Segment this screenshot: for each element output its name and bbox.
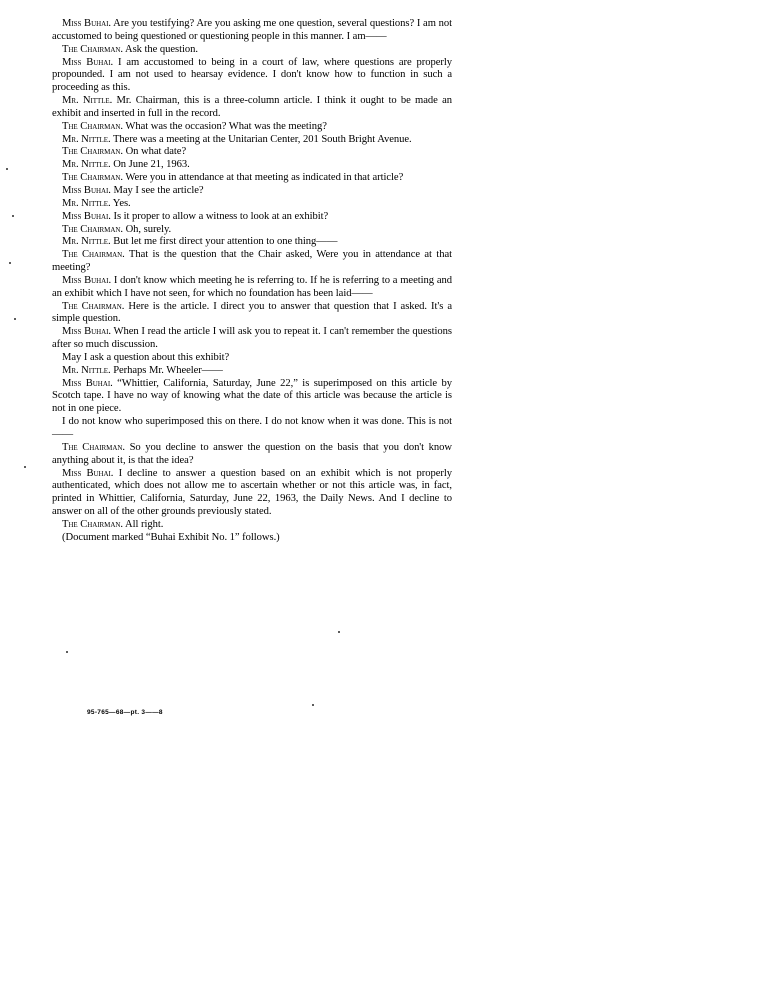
transcript-paragraph xyxy=(52,352,452,365)
speaker-name: Miss Buhai. xyxy=(62,56,114,68)
paragraph-text: Here is the article. I direct you to answer that question that I asked. It's a simple question. xyxy=(52,300,452,325)
paragraph-text: I don't know which meeting he is referring to. If he is referring to a meeting and an exhibit which I have not seen, for which no foundation has been laid—— xyxy=(52,274,452,299)
paragraph-text: Ask the question. xyxy=(124,43,198,55)
scan-speck xyxy=(12,215,14,217)
paragraph-text: But let me first direct your attention to one thing—— xyxy=(113,236,338,248)
paragraph-text: I do not know who superimposed this on there. I do not know when it was done. This is not—— xyxy=(52,416,452,440)
transcript-paragraph xyxy=(52,236,452,249)
transcript-paragraph xyxy=(52,532,452,545)
print-footer: 95-765—68—pt. 3——8 xyxy=(87,709,163,716)
speaker-name: The Chairman. xyxy=(62,300,125,312)
speaker-name: The Chairman. xyxy=(62,120,123,132)
transcript-paragraph xyxy=(52,378,452,417)
transcript-paragraph xyxy=(52,95,452,121)
speaker-name: Miss Buhai. xyxy=(62,210,111,222)
paragraph-text: Oh, surely. xyxy=(125,223,172,235)
paragraph-text: May I see the article? xyxy=(113,184,204,196)
scan-speck xyxy=(9,262,11,264)
scan-speck xyxy=(338,631,340,633)
transcript-paragraph xyxy=(52,146,452,159)
paragraph-text: Yes. xyxy=(112,197,131,209)
transcript-paragraph xyxy=(52,121,452,134)
transcript-paragraph xyxy=(52,134,452,147)
transcript-paragraph xyxy=(52,159,452,172)
scan-speck xyxy=(66,651,68,653)
speaker-name: The Chairman. xyxy=(62,146,123,158)
speaker-name: Miss Buhai. xyxy=(62,184,111,196)
paragraph-text: What was the occasion? What was the meeting? xyxy=(125,120,327,132)
paragraph-text: There was a meeting at the Unitarian Center, 201 South Bright Avenue. xyxy=(113,133,412,145)
speaker-name: Mr. Nittle. xyxy=(62,197,111,209)
transcript-paragraph xyxy=(52,44,452,57)
scan-speck xyxy=(14,318,16,320)
scan-speck xyxy=(24,466,26,468)
transcript-paragraph xyxy=(52,442,452,468)
transcript-paragraph xyxy=(52,365,452,378)
transcript-paragraph xyxy=(52,18,452,44)
transcript-body xyxy=(52,18,452,545)
transcript-paragraph xyxy=(52,519,452,532)
speaker-name: The Chairman. xyxy=(62,441,125,453)
paragraph-text: Are you testifying? Are you asking me one question, several questions? I am not accustomed to being questioned or questioning people in this manner. I am—— xyxy=(52,18,452,42)
transcript-paragraph xyxy=(52,249,452,275)
paragraph-text: Were you in attendance at that meeting as indicated in that article? xyxy=(125,172,404,184)
scan-speck xyxy=(312,704,314,706)
speaker-name: The Chairman. xyxy=(62,249,125,261)
transcript-paragraph xyxy=(52,468,452,519)
speaker-name: Miss Buhai. xyxy=(62,326,111,338)
paragraph-text: Perhaps Mr. Wheeler—— xyxy=(113,364,223,376)
paragraph-text: May I ask a question about this exhibit? xyxy=(62,351,230,363)
speaker-name: Mr. Nittle. xyxy=(62,95,113,107)
transcript-paragraph xyxy=(52,198,452,211)
speaker-name: Mr. Nittle. xyxy=(62,159,111,171)
transcript-paragraph xyxy=(52,416,452,442)
speaker-name: Mr. Nittle. xyxy=(62,133,111,145)
paragraph-text: On what date? xyxy=(125,146,187,158)
paragraph-text: That is the question that the Chair asked, Were you in attendance at that meeting? xyxy=(52,249,452,274)
paragraph-text: So you decline to answer the question on the basis that you don't know anything about it, is that the idea? xyxy=(52,441,452,466)
speaker-name: Miss Buhai. xyxy=(62,377,113,389)
speaker-name: Miss Buhai. xyxy=(62,467,114,479)
speaker-name: Mr. Nittle. xyxy=(62,364,111,376)
speaker-name: Mr. Nittle. xyxy=(62,236,111,248)
transcript-paragraph xyxy=(52,224,452,237)
speaker-name: The Chairman. xyxy=(62,43,123,55)
speaker-name: Miss Buhai. xyxy=(62,18,111,29)
speaker-name: The Chairman. xyxy=(62,223,123,235)
transcript-paragraph xyxy=(52,301,452,327)
speaker-name: Miss Buhai. xyxy=(62,274,112,286)
paragraph-text: “Whittier, California, Saturday, June 22,” is superimposed on this article by Scotch tape. I have no way of knowing what the date of this article was because the article is not in one piece. xyxy=(52,377,452,415)
scan-speck xyxy=(6,168,8,170)
paragraph-text: (Document marked “Buhai Exhibit No. 1” follows.) xyxy=(62,531,280,543)
paragraph-text: Is it proper to allow a witness to look at an exhibit? xyxy=(113,210,329,222)
paragraph-text: All right. xyxy=(124,518,164,530)
transcript-paragraph xyxy=(52,172,452,185)
transcript-paragraph xyxy=(52,275,452,301)
paragraph-text: Mr. Chairman, this is a three-column article. I think it ought to be made an exhibit and inserted in full in the record. xyxy=(52,95,452,119)
speaker-name: The Chairman. xyxy=(62,518,123,530)
paragraph-text: I decline to answer a question based on an exhibit which is not properly authenticated, which does not allow me to ascertain whether or not this article was, in fact, printed in Whittier, California, Saturday, June 22, 1963, the Daily News. And I decline to answer on all of the other grounds previously stated. xyxy=(52,467,452,518)
transcript-paragraph xyxy=(52,326,452,352)
paragraph-text: On June 21, 1963. xyxy=(113,159,190,171)
transcript-paragraph xyxy=(52,185,452,198)
transcript-paragraph xyxy=(52,211,452,224)
transcript-paragraph xyxy=(52,57,452,96)
paragraph-text: When I read the article I will ask you to repeat it. I can't remember the questions after so much discussion. xyxy=(52,326,452,351)
paragraph-text: I am accustomed to being in a court of law, where questions are properly propounded. I am not used to hearsay evidence. I don't know how to function in such a proceeding as this. xyxy=(52,56,452,94)
speaker-name: The Chairman. xyxy=(62,172,123,184)
